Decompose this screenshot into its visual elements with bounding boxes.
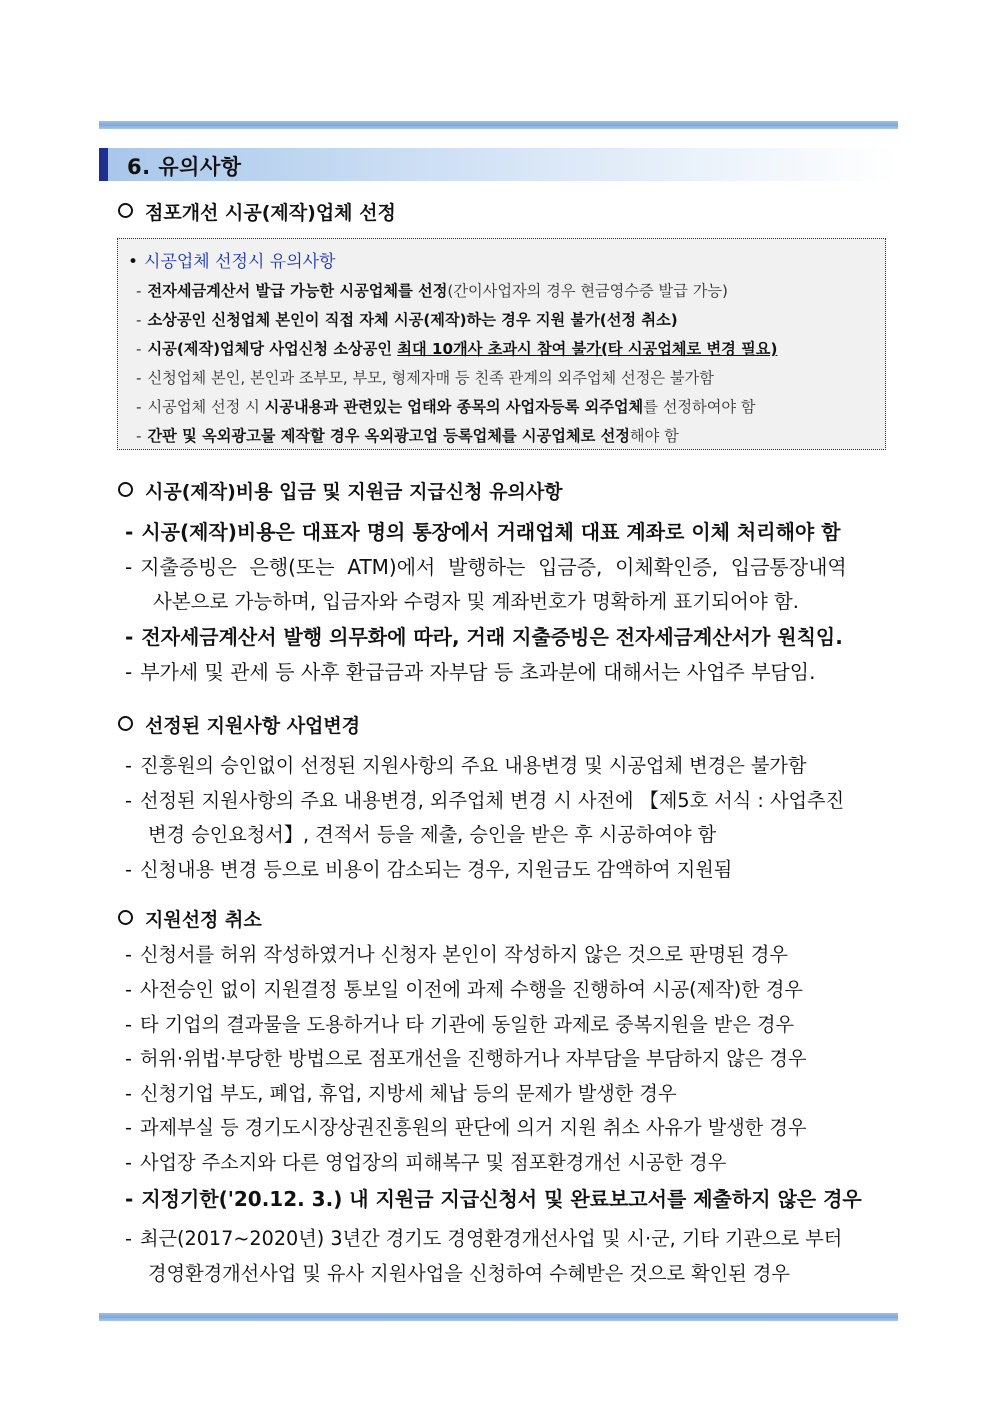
heading-contractor-selection bbox=[118, 198, 396, 225]
heading-selection-cancel bbox=[118, 905, 262, 932]
list-item: - 시공(제작)비용은 대표자 명의 통장에서 거래업체 대표 계좌로 이체 처리해야 함 bbox=[125, 520, 841, 544]
list-item: - 허위·위법·부당한 방법으로 점포개선을 진행하거나 자부담을 부담하지 않은 경우 bbox=[125, 1047, 807, 1070]
section-header bbox=[99, 148, 898, 181]
list-item: - 진흥원의 승인없이 선정된 지원사항의 주요 내용변경 및 시공업체 변경은 불가함 bbox=[125, 754, 807, 777]
circle-bullet-icon bbox=[118, 482, 133, 497]
notice-box-title bbox=[128, 247, 335, 272]
circle-bullet-icon bbox=[118, 716, 133, 731]
list-item: - 최근(2017~2020년) 3년간 경기도 경영환경개선사업 및 시·군, 기타 기관으로 부터 bbox=[125, 1227, 843, 1250]
list-item: - 사업장 주소지와 다른 영업장의 피해복구 및 점포환경개선 시공한 경우 bbox=[125, 1151, 727, 1174]
list-item: - 과제부실 등 경기도시장상권진흥원의 판단에 의거 지원 취소 사유가 발생한 경우 bbox=[125, 1116, 807, 1139]
heading-label: 시공(제작)비용 입금 및 지원금 지급신청 유의사항 bbox=[145, 481, 563, 503]
section-header-bar bbox=[99, 148, 108, 181]
heading-label: 선정된 지원사항 사업변경 bbox=[145, 715, 361, 737]
heading-label: 점포개선 시공(제작)업체 선정 bbox=[145, 202, 396, 224]
circle-bullet-icon bbox=[118, 203, 133, 218]
list-item-continuation: 경영환경개선사업 및 유사 지원사업을 신청하여 수혜받은 것으로 확인된 경우 bbox=[148, 1262, 790, 1285]
list-item: - 전자세금계산서 발행 의무화에 따라, 거래 지출증빙은 전자세금계산서가 원칙임. bbox=[125, 625, 843, 649]
list-item: - 사전승인 없이 지원결정 통보일 이전에 과제 수행을 진행하여 시공(제작)한 경우 bbox=[125, 978, 803, 1001]
bullet-dot-icon: • bbox=[128, 252, 139, 272]
notice-box bbox=[117, 238, 886, 450]
list-item: - 부가세 및 관세 등 사후 환급금과 자부담 등 초과분에 대해서는 사업주 부담임. bbox=[125, 660, 816, 684]
list-item: - 선정된 지원사항의 주요 내용변경, 외주업체 변경 시 사전에 【제5호 서식 : 사업추진 bbox=[125, 789, 845, 812]
list-item: - 지정기한('20.12. 3.) 내 지원금 지급신청서 및 완료보고서를 제출하지 않은 경우 bbox=[125, 1187, 862, 1211]
list-item: - 신청서를 허위 작성하였거나 신청자 본인이 작성하지 않은 것으로 판명된 경우 bbox=[125, 943, 788, 966]
notice-line-6: - 간판 및 옥외광고물 제작할 경우 옥외광고업 등록업체를 시공업체로 선정해야 함 bbox=[136, 427, 679, 445]
section-title: 6. 유의사항 bbox=[127, 155, 242, 179]
notice-line-2: - 소상공인 신청업체 본인이 직접 자체 시공(제작)하는 경우 지원 불가(선정 취소) bbox=[136, 311, 678, 329]
circle-bullet-icon bbox=[118, 910, 133, 925]
notice-line-5: - 시공업체 선정 시 시공내용과 관련있는 업태와 종목의 사업자등록 외주업체를 선정하여야 함 bbox=[136, 398, 756, 416]
notice-line-3: - 시공(제작)업체당 사업신청 소상공인 최대 10개사 초과시 참여 불가(타 시공업체로 변경 필요) bbox=[136, 340, 778, 358]
list-item: - 지출증빙은 은행(또는 ATM)에서 발행하는 입금증, 이체확인증, 입금통장내역 bbox=[125, 555, 847, 579]
heading-payment-notes bbox=[118, 477, 563, 504]
list-item: - 타 기업의 결과물을 도용하거나 타 기관에 동일한 과제로 중복지원을 받은 경우 bbox=[125, 1013, 795, 1036]
list-item-continuation: 변경 승인요청서】, 견적서 등을 제출, 승인을 받은 후 시공하여야 함 bbox=[148, 823, 717, 846]
notice-line-4: - 신청업체 본인, 본인과 조부모, 부모, 형제자매 등 친족 관계의 외주업체 선정은 불가함 bbox=[136, 369, 714, 387]
list-item-continuation: 사본으로 가능하며, 입금자와 수령자 및 계좌번호가 명확하게 표기되어야 함. bbox=[153, 590, 799, 613]
top-divider-rule bbox=[99, 121, 898, 129]
bottom-divider-rule bbox=[99, 1313, 898, 1321]
heading-label: 지원선정 취소 bbox=[145, 909, 262, 931]
list-item: - 신청내용 변경 등으로 비용이 감소되는 경우, 지원금도 감액하여 지원됨 bbox=[125, 858, 733, 881]
heading-project-change bbox=[118, 711, 360, 738]
notice-box-title-text: 시공업체 선정시 유의사항 bbox=[144, 252, 336, 272]
list-item: - 신청기업 부도, 폐업, 휴업, 지방세 체납 등의 문제가 발생한 경우 bbox=[125, 1082, 677, 1105]
notice-line-1: - 전자세금계산서 발급 가능한 시공업체를 선정(간이사업자의 경우 현금영수증 발급 가능) bbox=[136, 282, 728, 300]
